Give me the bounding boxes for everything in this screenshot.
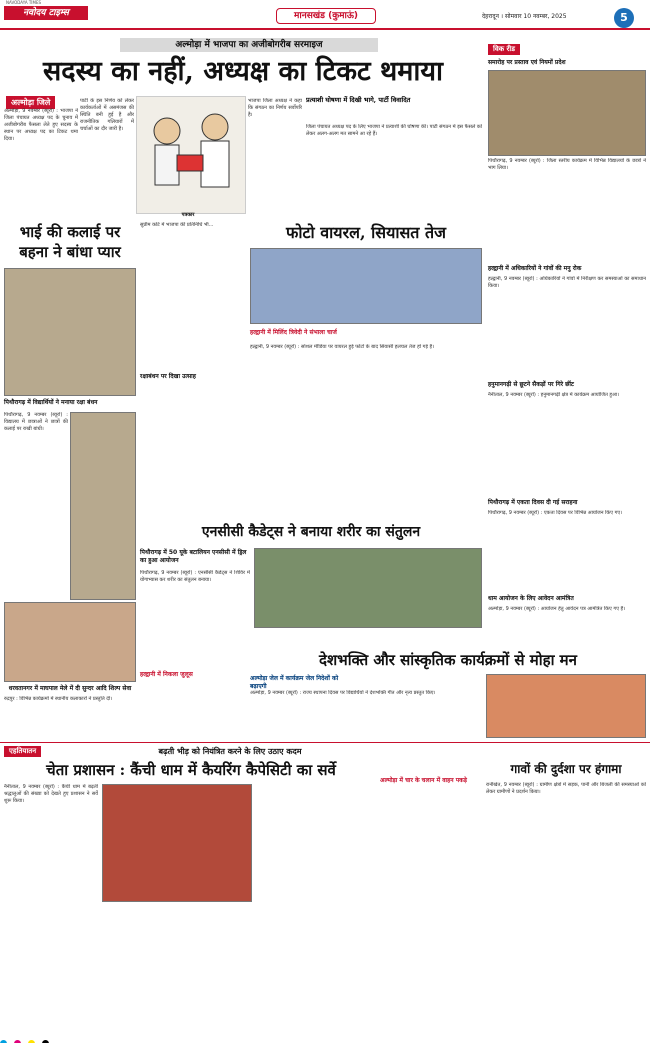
crowd-side-sub: अल्मोड़ा में चार के चलान में वाहन पकड़े: [380, 777, 467, 784]
rakhi-body: पिथौरागढ़, 9 नवम्बर (ब्यूरो) : विद्यालय में छात्राओं ने छात्रों की कलाई पर राखी बांधी।: [4, 412, 68, 432]
crowd-photo: [102, 784, 252, 902]
villages-body: रानीखेत, 9 नवम्बर (ब्यूरो) : ग्रामीण क्षेत्रों में सड़क, पानी और बिजली की समस्याओं को लेकर ग्रामीणों ने प्रदर्शन किया।: [486, 782, 646, 795]
mid-subhead: प्रत्याशी घोषणा में दिखी भागे, पार्टी विवादित: [306, 96, 411, 104]
ncc-sub2: हल्द्वानी में निकला जुलूस: [140, 671, 193, 678]
lead-body-3: भाजपा जिला अध्यक्ष ने कहा कि संगठन का निर्णय सर्वोपरि है।: [248, 98, 302, 118]
ncc-body: पिथौरागढ़, 9 नवम्बर (ब्यूरो) : एनसीसी कैडेट्स ने शिविर में योगाभ्यास कर शरीर का संतुलन बनाया।: [140, 570, 250, 583]
cartoon-ticket: [177, 155, 203, 171]
crowd-tag: एहतियातन: [4, 746, 41, 757]
lead-label: अल्मोड़ा जिले: [6, 96, 55, 109]
sidebar-body-1: पिथौरागढ़, 9 नवम्बर (ब्यूरो) : जिला स्तरीय कार्यक्रम में विभिन्न विद्यालयों के छात्रों ने भाग लिया।: [488, 158, 646, 171]
lead-headline: सदस्य का नहीं, अध्यक्ष का टिकट थमाया: [42, 56, 444, 87]
viral-headline: फोटो वायरल, सियासत तेज: [286, 223, 446, 242]
page-number: 5: [614, 8, 634, 28]
lead-body-2: पार्टी के इस निर्णय को लेकर कार्यकर्ताओं में असमंजस की स्थिति बनी हुई है और राजनीतिक गलियारों में चर्चाओं का दौर जारी है।: [80, 98, 134, 132]
cartoon-figure-1-head: [154, 118, 180, 144]
mid-body: जिला पंचायत अध्यक्ष पद के लिए भाजपा ने प्रत्याशी की घोषणा की। पार्टी संगठन में इस फैसले को लेकर अलग-अलग मत सामने आ रहे हैं।: [306, 124, 482, 137]
villages-headline: गावों की दुर्दशा पर हंगामा: [510, 762, 622, 776]
viral-kicker: सुप्रीम कोर्ट में भाजपा की प्रतिनिधि भी...: [140, 222, 214, 228]
culture-photo: [486, 674, 646, 738]
rakhi-sub: रक्षाबंधन पर दिखा उत्साह: [140, 373, 196, 380]
culture-headline: देशभक्ति और सांस्कृतिक कार्यक्रमों से मोहा मन: [319, 651, 577, 669]
cartoon-caption: पत्रकार: [181, 212, 195, 218]
lead-kicker: अल्मोड़ा में भाजपा का अजीबोगरीब सरमाइज: [120, 38, 378, 52]
cartoon-figure-1-body: [155, 145, 179, 185]
sidebar-body-3: नैनीताल, 9 नवम्बर (ब्यूरो) : हनुमानगढ़ी क्षेत्र में कार्यक्रम आयोजित हुआ।: [488, 392, 620, 398]
crowd-kicker: बढ़ती भीड़ को नियंत्रित करने के लिए उठाए कदम: [158, 747, 302, 756]
sidebar-body-5: अल्मोड़ा, 9 नवम्बर (ब्यूरो) : आयोजन हेतु आवेदन पत्र आमंत्रित किए गए हैं।: [488, 606, 626, 612]
sidebar-body-2: हल्द्वानी, 9 नवम्बर (ब्यूरो) : अधिकारियों ने गांवों में निरीक्षण कर समस्याओं का समाधान किया।: [488, 276, 646, 289]
ncc-photo: [254, 548, 482, 628]
rakhi-column-photo: [70, 412, 136, 600]
fashion-photo: [4, 602, 136, 682]
viral-photo: [250, 248, 482, 324]
culture-body: अल्मोड़ा, 9 नवम्बर (ब्यूरो) : राज्य स्थापना दिवस पर विद्यार्थियों ने देशभक्ति गीत और नृत्य प्रस्तुत किए।: [250, 690, 436, 696]
sidebar-sub-4: धाम आयोजन के लिए आवेदन आमंत्रित: [488, 595, 574, 602]
paper-name: नवोदय टाइम्स: [4, 6, 88, 20]
rakhi-headline: भाई की कलाई पर बहना ने बांधा प्यार: [19, 223, 121, 261]
paper-tagline: NAVODAYA TIMES: [6, 0, 42, 5]
fashion-body: रुद्रपुर : विभिन्न कार्यक्रमों में स्थानीय कलाकारों ने प्रस्तुति दी।: [4, 696, 113, 702]
ncc-sub: पिथौरागढ़ में 50 यूके बटालियन एनसीसी में ड्रिल का हुआ आयोजन: [140, 549, 247, 564]
sidebar-kicker: समारोह पर प्रस्ताव एवं नियमों प्रदेश: [488, 59, 566, 66]
crowd-body: नैनीताल, 9 नवम्बर (ब्यूरो) : कैंची धाम में बढ़ती श्रद्धालुओं की संख्या को देखते हुए प्रशासन ने सर्वे शुरू किया।: [4, 784, 98, 804]
sidebar-sub-1: हल्द्वानी में अधिकारियों ने गांवों की मनु रोक: [488, 265, 582, 272]
section-divider: [0, 742, 650, 743]
sidebar-sub-3: पिथौरागढ़ में एकता दिवस दी गई सराहना: [488, 499, 578, 506]
cartoon-illustration: [137, 97, 247, 215]
sidebar-sub-2: हनुमानगढ़ी से छूटने सैकड़ों पर गिरे छींट: [488, 381, 574, 388]
sidebar-photo: [488, 70, 646, 156]
ncc-headline: एनसीसी कैडेट्स ने बनाया शरीर का संतुलन: [201, 524, 421, 540]
lead-cartoon: [136, 96, 246, 214]
footer-registration-bar: [0, 1032, 650, 1043]
culture-sub: अल्मोड़ा जेल में कार्यक्रम जेल निदेशों को बढ़ाएगी: [250, 675, 339, 690]
viral-body: हल्द्वानी, 9 नवम्बर (ब्यूरो) : सोशल मीडिया पर वायरल हुई फोटो के बाद सियासी हलचल तेज हो गई है।: [250, 344, 435, 350]
rakhi-photo: [4, 268, 136, 396]
sidebar-body-4: पिथौरागढ़, 9 नवम्बर (ब्यूरो) : एकता दिवस पर विभिन्न आयोजन किए गए।: [488, 510, 623, 516]
dateline: देहरादून । सोमवार 10 नवम्बर, 2025: [482, 13, 567, 20]
crowd-headline: चेता प्रशासन : कैंची धाम में कैयरिंग कैपेसिटी का सर्वे: [46, 761, 336, 779]
lead-body-1: अल्मोड़ा, 9 नवम्बर (ब्यूरो) : भाजपा ने जिला पंचायत अध्यक्ष पद के चुनाव में अजीबोगरीब फैसला लेते हुए सदस्य के स्थान पर अध्यक्ष पद का टिकट थमा दिया।: [4, 108, 78, 142]
sidebar-tag: विक रीड: [488, 44, 520, 55]
cartoon-figure-2-body: [201, 141, 229, 187]
rakhi-caption: पिथौरागढ़ में विद्यार्थियों ने मनाया रक्षा बंधन: [4, 399, 98, 406]
fashion-caption: धरवतानगर में माघपाल मेले में दी सुन्दर आदि शिल्प सेवा: [8, 685, 132, 692]
cartoon-figure-2-head: [202, 114, 228, 140]
section-name: मानसखंड (कुमाऊं): [276, 8, 376, 24]
viral-sub: हल्द्वानी में मिलिंद त्रिवेदी ने संभाला चार्ज: [250, 329, 337, 336]
